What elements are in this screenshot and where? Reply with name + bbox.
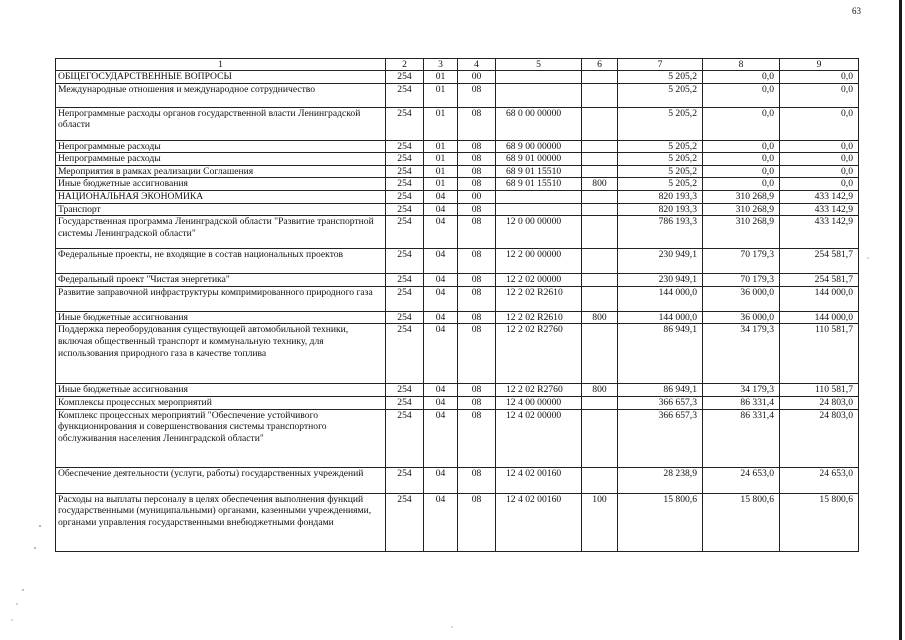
table-row [56, 140, 859, 153]
amount-col8: 36 000,0 [703, 311, 780, 324]
ved-code: 254 [386, 311, 424, 324]
amount-col9: 433 142,9 [780, 190, 859, 203]
expense-type-code [582, 324, 618, 384]
target-article-code: 68 9 01 00000 [496, 153, 582, 166]
subsection-code: 08 [458, 396, 496, 409]
amount-col8: 15 800,6 [703, 493, 780, 551]
amount-col8: 0,0 [703, 140, 780, 153]
amount-col7: 5 205,2 [618, 140, 703, 153]
amount-col8: 86 331,4 [703, 396, 780, 409]
amount-col7: 86 949,1 [618, 384, 703, 397]
section-code: 04 [424, 396, 458, 409]
target-article-code: 12 2 02 00000 [496, 274, 582, 287]
amount-col9: 0,0 [780, 140, 859, 153]
amount-col7: 5 205,2 [618, 107, 703, 140]
section-code: 04 [424, 324, 458, 384]
table-row [56, 203, 859, 216]
table-row [56, 286, 859, 311]
section-code: 01 [424, 165, 458, 178]
amount-col8: 70 179,3 [703, 274, 780, 287]
row-name: Государственная программа Ленинградской области "Развитие транспортной системы Ленинградской области" [56, 216, 386, 249]
section-code: 01 [424, 178, 458, 191]
header-cell: 5 [496, 59, 582, 71]
target-article-code: 68 0 00 00000 [496, 107, 582, 140]
section-code: 04 [424, 216, 458, 249]
amount-col7: 786 193,3 [618, 216, 703, 249]
expense-type-code [582, 71, 618, 84]
amount-col9: 24 803,0 [780, 396, 859, 409]
header-cell: 1 [56, 59, 386, 71]
amount-col9: 144 000,0 [780, 286, 859, 311]
table-row [56, 190, 859, 203]
expense-type-code [582, 467, 618, 493]
amount-col9: 144 000,0 [780, 311, 859, 324]
section-code: 04 [424, 467, 458, 493]
ved-code: 254 [386, 396, 424, 409]
section-code: 01 [424, 71, 458, 84]
expense-type-code [582, 153, 618, 166]
section-code: 01 [424, 140, 458, 153]
subsection-code: 08 [458, 107, 496, 140]
amount-col9: 24 653,0 [780, 467, 859, 493]
amount-col9: 0,0 [780, 165, 859, 178]
ved-code: 254 [386, 274, 424, 287]
expense-type-code [582, 107, 618, 140]
row-name: НАЦИОНАЛЬНАЯ ЭКОНОМИКА [56, 190, 386, 203]
subsection-code: 08 [458, 203, 496, 216]
ved-code: 254 [386, 493, 424, 551]
table-row [56, 153, 859, 166]
amount-col7: 5 205,2 [618, 153, 703, 166]
row-name: Федеральный проект "Чистая энергетика" [56, 274, 386, 287]
amount-col9: 0,0 [780, 71, 859, 84]
section-code: 04 [424, 409, 458, 467]
target-article-code: 12 4 02 00160 [496, 467, 582, 493]
target-article-code: 12 2 02 R2760 [496, 324, 582, 384]
amount-col9: 110 581,7 [780, 324, 859, 384]
budget-table [55, 58, 859, 552]
ved-code: 254 [386, 178, 424, 191]
amount-col8: 0,0 [703, 178, 780, 191]
row-name: Развитие заправочной инфраструктуры компримированного природного газа [56, 286, 386, 311]
row-name: Поддержка переоборудования существующей автомобильной техники, включая общественный транспорт и коммунальную технику, для использования природного газа в качестве топлива [56, 324, 386, 384]
amount-col7: 144 000,0 [618, 286, 703, 311]
subsection-code: 08 [458, 311, 496, 324]
row-name: Комплекс процессных мероприятий "Обеспечение устойчивого функционирования и совершенствования системы транспортного обслуживания населения Ленинградской области" [56, 409, 386, 467]
amount-col7: 5 205,2 [618, 178, 703, 191]
section-code: 04 [424, 493, 458, 551]
table-row [56, 274, 859, 287]
subsection-code: 08 [458, 286, 496, 311]
expense-type-code [582, 249, 618, 274]
amount-col7: 144 000,0 [618, 311, 703, 324]
expense-type-code [582, 140, 618, 153]
amount-col9: 0,0 [780, 83, 859, 107]
ved-code: 254 [386, 384, 424, 397]
amount-col7: 230 949,1 [618, 274, 703, 287]
amount-col8: 310 268,9 [703, 203, 780, 216]
target-article-code: 68 9 00 00000 [496, 140, 582, 153]
expense-type-code: 800 [582, 384, 618, 397]
target-article-code: 12 4 02 00160 [496, 493, 582, 551]
table-row [56, 324, 859, 384]
header-cell: 2 [386, 59, 424, 71]
ved-code: 254 [386, 409, 424, 467]
amount-col9: 433 142,9 [780, 203, 859, 216]
subsection-code: 08 [458, 83, 496, 107]
table-row [56, 467, 859, 493]
section-code: 04 [424, 274, 458, 287]
subsection-code: 08 [458, 467, 496, 493]
section-code: 01 [424, 153, 458, 166]
expense-type-code [582, 409, 618, 467]
ved-code: 254 [386, 140, 424, 153]
amount-col8: 0,0 [703, 71, 780, 84]
row-name: Непрограммные расходы [56, 140, 386, 153]
ved-code: 254 [386, 286, 424, 311]
target-article-code: 12 2 02 R2760 [496, 384, 582, 397]
table-row [56, 165, 859, 178]
section-code: 01 [424, 107, 458, 140]
header-cell: 3 [424, 59, 458, 71]
ved-code: 254 [386, 216, 424, 249]
row-name: Расходы на выплаты персоналу в целях обеспечения выполнения функций государственными (муниципальными) органами, казенными учреждениями, органами управления государственными внебюджетными фондами [56, 493, 386, 551]
section-code: 04 [424, 311, 458, 324]
target-article-code: 12 4 00 00000 [496, 396, 582, 409]
amount-col9: 433 142,9 [780, 216, 859, 249]
table-row [56, 396, 859, 409]
amount-col9: 254 581,7 [780, 249, 859, 274]
amount-col7: 820 193,3 [618, 190, 703, 203]
subsection-code: 08 [458, 493, 496, 551]
row-name: Транспорт [56, 203, 386, 216]
amount-col7: 5 205,2 [618, 71, 703, 84]
row-name: Непрограммные расходы органов государственной власти Ленинградской области [56, 107, 386, 140]
target-article-code [496, 190, 582, 203]
amount-col8: 34 179,3 [703, 324, 780, 384]
expense-type-code: 100 [582, 493, 618, 551]
amount-col7: 5 205,2 [618, 83, 703, 107]
subsection-code: 08 [458, 409, 496, 467]
table-row [56, 249, 859, 274]
table-row [56, 409, 859, 467]
ved-code: 254 [386, 249, 424, 274]
expense-type-code [582, 396, 618, 409]
expense-type-code [582, 286, 618, 311]
expense-type-code: 800 [582, 178, 618, 191]
subsection-code: 08 [458, 216, 496, 249]
row-name: Иные бюджетные ассигнования [56, 384, 386, 397]
row-name: ОБЩЕГОСУДАРСТВЕННЫЕ ВОПРОСЫ [56, 71, 386, 84]
amount-col8: 0,0 [703, 83, 780, 107]
row-name: Мероприятия в рамках реализации Соглашения [56, 165, 386, 178]
target-article-code: 12 0 00 00000 [496, 216, 582, 249]
amount-col8: 34 179,3 [703, 384, 780, 397]
amount-col7: 820 193,3 [618, 203, 703, 216]
subsection-code: 08 [458, 178, 496, 191]
expense-type-code: 800 [582, 311, 618, 324]
amount-col7: 5 205,2 [618, 165, 703, 178]
amount-col9: 0,0 [780, 178, 859, 191]
subsection-code: 08 [458, 274, 496, 287]
expense-type-code [582, 274, 618, 287]
target-article-code [496, 71, 582, 84]
amount-col7: 230 949,1 [618, 249, 703, 274]
ved-code: 254 [386, 83, 424, 107]
ved-code: 254 [386, 153, 424, 166]
section-code: 04 [424, 286, 458, 311]
amount-col7: 15 800,6 [618, 493, 703, 551]
amount-col9: 0,0 [780, 153, 859, 166]
expense-type-code [582, 190, 618, 203]
target-article-code: 12 2 02 R2610 [496, 286, 582, 311]
amount-col8: 310 268,9 [703, 190, 780, 203]
amount-col8: 0,0 [703, 153, 780, 166]
table-row [56, 107, 859, 140]
row-name: Иные бюджетные ассигнования [56, 311, 386, 324]
table-row [56, 493, 859, 551]
page-number: 63 [852, 6, 861, 16]
scan-edge-bar [899, 0, 902, 640]
amount-col8: 86 331,4 [703, 409, 780, 467]
table-row [56, 384, 859, 397]
target-article-code: 68 9 01 15510 [496, 178, 582, 191]
subsection-code: 08 [458, 153, 496, 166]
amount-col7: 28 238,9 [618, 467, 703, 493]
amount-col8: 70 179,3 [703, 249, 780, 274]
amount-col8: 0,0 [703, 165, 780, 178]
row-name: Федеральные проекты, не входящие в состав национальных проектов [56, 249, 386, 274]
target-article-code: 12 4 02 00000 [496, 409, 582, 467]
row-name: Непрограммные расходы [56, 153, 386, 166]
row-name: Комплексы процессных мероприятий [56, 396, 386, 409]
target-article-code: 12 2 02 R2610 [496, 311, 582, 324]
amount-col7: 366 657,3 [618, 409, 703, 467]
ved-code: 254 [386, 467, 424, 493]
table-row [56, 83, 859, 107]
ved-code: 254 [386, 324, 424, 384]
section-code: 04 [424, 384, 458, 397]
target-article-code: 68 9 01 15510 [496, 165, 582, 178]
subsection-code: 08 [458, 384, 496, 397]
table-row [56, 216, 859, 249]
header-cell: 8 [703, 59, 780, 71]
amount-col9: 15 800,6 [780, 493, 859, 551]
table-row [56, 71, 859, 84]
amount-col8: 0,0 [703, 107, 780, 140]
amount-col7: 86 949,1 [618, 324, 703, 384]
ved-code: 254 [386, 165, 424, 178]
ved-code: 254 [386, 107, 424, 140]
row-name: Обеспечение деятельности (услуги, работы) государственных учреждений [56, 467, 386, 493]
subsection-code: 08 [458, 140, 496, 153]
amount-col8: 310 268,9 [703, 216, 780, 249]
section-code: 04 [424, 203, 458, 216]
row-name: Иные бюджетные ассигнования [56, 178, 386, 191]
amount-col7: 366 657,3 [618, 396, 703, 409]
target-article-code: 12 2 00 00000 [496, 249, 582, 274]
row-name: Международные отношения и международное сотрудничество [56, 83, 386, 107]
ved-code: 254 [386, 190, 424, 203]
subsection-code: 08 [458, 249, 496, 274]
header-cell: 4 [458, 59, 496, 71]
amount-col9: 110 581,7 [780, 384, 859, 397]
target-article-code [496, 83, 582, 107]
amount-col9: 24 803,0 [780, 409, 859, 467]
header-cell: 6 [582, 59, 618, 71]
section-code: 04 [424, 190, 458, 203]
section-code: 04 [424, 249, 458, 274]
ved-code: 254 [386, 203, 424, 216]
table-row [56, 311, 859, 324]
amount-col8: 24 653,0 [703, 467, 780, 493]
subsection-code: 08 [458, 324, 496, 384]
amount-col9: 254 581,7 [780, 274, 859, 287]
subsection-code: 00 [458, 71, 496, 84]
ved-code: 254 [386, 71, 424, 84]
subsection-code: 08 [458, 165, 496, 178]
header-row [56, 59, 859, 71]
target-article-code [496, 203, 582, 216]
expense-type-code [582, 83, 618, 107]
amount-col8: 36 000,0 [703, 286, 780, 311]
header-cell: 7 [618, 59, 703, 71]
amount-col9: 0,0 [780, 107, 859, 140]
table-row [56, 178, 859, 191]
expense-type-code [582, 203, 618, 216]
header-cell: 9 [780, 59, 859, 71]
expense-type-code [582, 216, 618, 249]
section-code: 01 [424, 83, 458, 107]
expense-type-code [582, 165, 618, 178]
subsection-code: 00 [458, 190, 496, 203]
